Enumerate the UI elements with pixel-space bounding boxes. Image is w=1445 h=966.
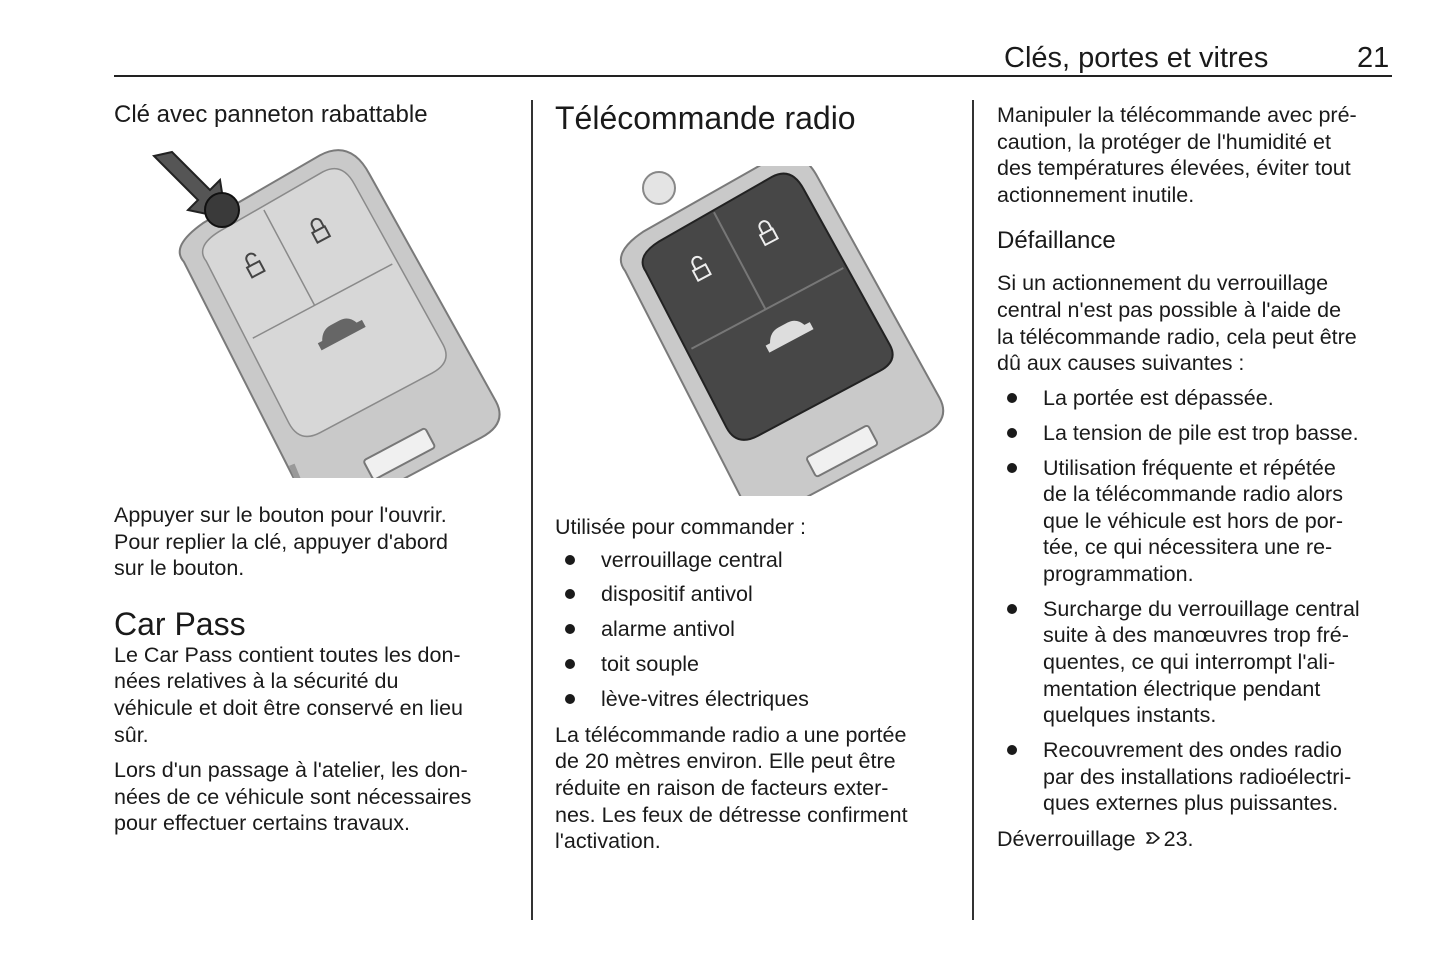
list-item [555, 581, 960, 608]
list-item-line: quentes, ce qui interrompt l'ali- [1043, 649, 1336, 674]
left-column [114, 96, 514, 837]
list-item [997, 737, 1397, 817]
care-line-1: Manipuler la télécommande avec pré- [997, 103, 1357, 127]
failure-causes-list [997, 385, 1397, 817]
car-pass-para1-line-1: Le Car Pass contient toutes les don- [114, 642, 461, 667]
key-text-line-2: Pour replier la clé, appuyer d'abord [114, 529, 448, 554]
range-line-2: de 20 mètres environ. Elle peut être [555, 749, 896, 774]
failure-intro-line-2: central n'est pas possible à l'aide de [997, 297, 1342, 322]
care-line-4: actionnement inutile. [997, 182, 1195, 207]
bullet-icon [1007, 393, 1017, 403]
car-pass-para1-line-3: véhicule et doit être conservé en lieu [114, 695, 463, 720]
list-item-line: de la télécommande radio alors [1043, 482, 1343, 507]
list-item [555, 616, 960, 643]
list-item-line: par des installations radioélectri- [1043, 764, 1352, 789]
bullet-icon [1007, 463, 1017, 473]
list-item [555, 651, 960, 678]
right-column [997, 96, 1397, 852]
list-item-line: mentation électrique pendant [1043, 676, 1321, 701]
list-item-text: La tension de pile est trop basse. [1043, 420, 1359, 445]
range-line-4: nes. Les feux de détresse confirment [555, 802, 908, 827]
flip-key-illustration [114, 148, 514, 478]
list-item [997, 385, 1397, 412]
list-item-line: programmation. [1043, 561, 1194, 586]
list-item-line: quelques instants. [1043, 703, 1217, 728]
range-line-3: réduite en raison de facteurs exter- [555, 775, 889, 800]
cross-reference[interactable] [997, 826, 1397, 853]
car-pass-para2-line-3: pour effectuer certains travaux. [114, 811, 410, 836]
xref-label: Déverrouillage [997, 826, 1136, 851]
car-pass-para1-line-2: nées relatives à la sécurité du [114, 669, 399, 694]
list-item-line: Utilisation fréquente et répétée [1043, 455, 1336, 480]
list-item-text: dispositif antivol [601, 582, 753, 607]
care-line-2: caution, la protéger de l'humidité et [997, 129, 1331, 154]
list-item-line: tée, ce qui nécessitera une re- [1043, 535, 1333, 560]
car-pass-para1-line-4: sûr. [114, 722, 149, 747]
bullet-icon [565, 624, 575, 634]
remote-uses-list [555, 547, 960, 713]
middle-column [555, 96, 960, 855]
list-item-text: verrouillage central [601, 547, 783, 572]
column-divider-1 [531, 100, 533, 920]
range-line-5: l'activation. [555, 829, 661, 854]
list-item [997, 455, 1397, 588]
remote-control-illustration [555, 166, 960, 496]
bullet-icon [565, 694, 575, 704]
list-item-text: lève-vitres électriques [601, 687, 809, 712]
key-text-line-1: Appuyer sur le bouton pour l'ouvrir. [114, 503, 447, 527]
column-divider-2 [972, 100, 974, 920]
list-item [555, 686, 960, 713]
header-divider [114, 75, 1392, 77]
care-line-3: des températures élevées, éviter tout [997, 156, 1351, 181]
list-item [997, 596, 1397, 729]
list-item-text: alarme antivol [601, 617, 735, 642]
list-item-line: Recouvrement des ondes radio [1043, 738, 1342, 763]
car-pass-para2-line-1: Lors d'un passage à l'atelier, les don- [114, 758, 468, 783]
xref-page: 23. [1163, 826, 1194, 851]
key-text-line-3: sur le bouton. [114, 556, 245, 581]
arrow-right-outline-icon [1145, 830, 1161, 846]
car-pass-heading: Car Pass [114, 605, 246, 642]
remote-heading: Télécommande radio [555, 100, 856, 136]
list-item-text: La portée est dépassée. [1043, 385, 1274, 410]
list-item-line: Surcharge du verrouillage central [1043, 596, 1360, 621]
failure-heading: Défaillance [997, 227, 1116, 255]
list-item [997, 420, 1397, 447]
chapter-title: Clés, portes et vitres [1004, 42, 1269, 74]
list-item-text: toit souple [601, 652, 700, 677]
bullet-icon [565, 659, 575, 669]
failure-intro-line-3: la télécommande radio, cela peut être [997, 324, 1357, 349]
list-item-line: suite à des manœuvres trop fré- [1043, 623, 1349, 648]
list-item-line: que le véhicule est hors de por- [1043, 508, 1343, 533]
range-line-1: La télécommande radio a une portée [555, 722, 907, 747]
bullet-icon [565, 555, 575, 565]
bullet-icon [1007, 604, 1017, 614]
list-item [555, 547, 960, 574]
failure-intro-line-1: Si un actionnement du verrouillage [997, 271, 1329, 296]
remote-intro: Utilisée pour commander : [555, 515, 806, 539]
page-number: 21 [1357, 42, 1390, 74]
failure-intro-line-4: dû aux causes suivantes : [997, 351, 1245, 376]
key-heading: Clé avec panneton rabattable [114, 101, 428, 128]
bullet-icon [565, 589, 575, 599]
car-pass-para2-line-2: nées de ce véhicule sont nécessaires [114, 784, 472, 809]
bullet-icon [1007, 745, 1017, 755]
bullet-icon [1007, 428, 1017, 438]
list-item-line: ques externes plus puissantes. [1043, 791, 1339, 816]
